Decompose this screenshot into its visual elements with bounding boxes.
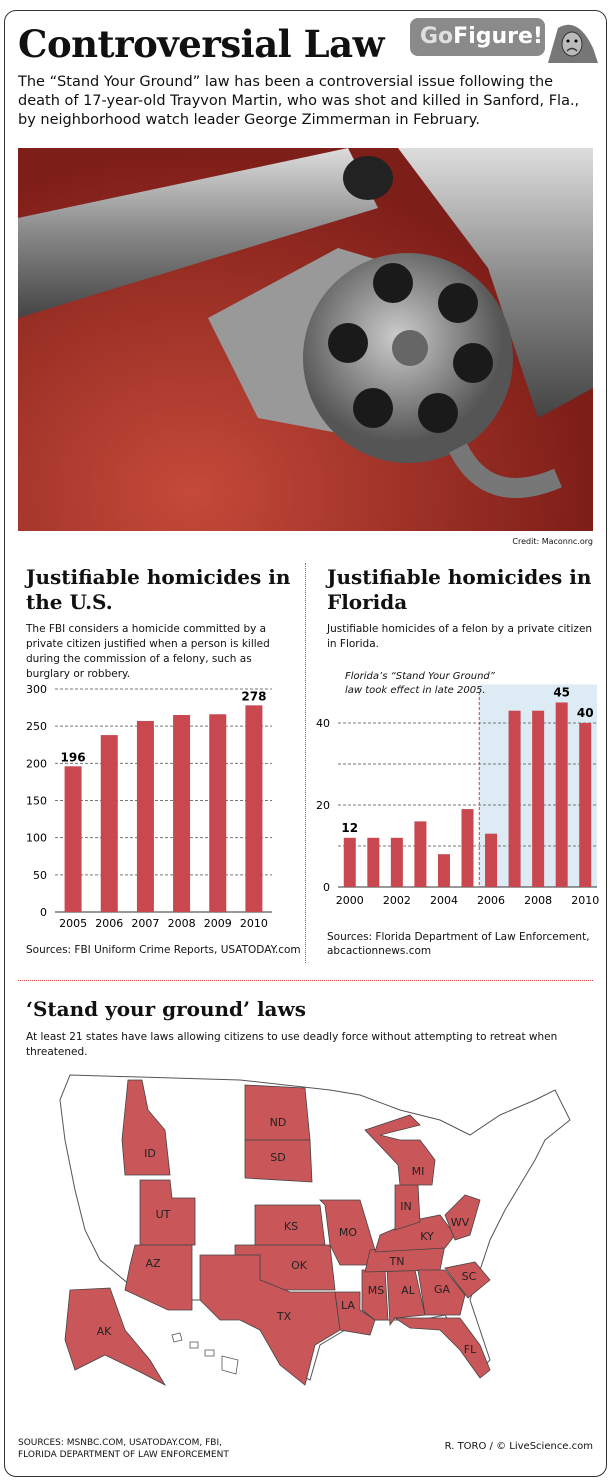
x-tick-label: 2008 (524, 894, 553, 907)
y-tick-label: 40 (316, 717, 330, 730)
state-nd (245, 1085, 310, 1140)
x-tick-label: 2004 (429, 894, 458, 907)
bar-2007 (509, 711, 521, 887)
bar-2001 (367, 838, 379, 887)
bar-2007 (137, 721, 154, 912)
fl-annotation-line1: Florida’s “Stand Your Ground” (345, 671, 495, 682)
y-tick-label: 0 (323, 881, 330, 894)
logo-figure: Figure! (453, 24, 543, 49)
data-label: 196 (60, 750, 86, 765)
state-label-in: IN (400, 1200, 412, 1213)
intro-text: The “Stand Your Ground” law has been a controversial issue following the death of 17-year-old Trayvon Martin, who was shot and killed in Sanford, Fla., by neighborhood watch leader George Zimmerman in February. (18, 74, 580, 128)
x-tick-label: 2010 (571, 894, 600, 907)
us-chart-sources: Sources: FBI Uniform Crime Reports, USATODAY.com (26, 944, 301, 956)
state-label-ak: AK (96, 1325, 112, 1338)
bar-2000 (344, 838, 356, 887)
state-label-fl: FL (463, 1343, 477, 1356)
footer-credit: R. TORO / © LiveScience.com (444, 1441, 593, 1452)
footer-sources-line1: SOURCES: MSNBC.COM, USATODAY.COM, FBI, (18, 1438, 222, 1448)
x-tick-label: 2002 (382, 894, 411, 907)
bar-2005 (65, 766, 82, 912)
x-tick-label: 2007 (131, 917, 160, 930)
fl-sources-line2: abcactionnews.com (327, 945, 432, 957)
state-label-sc: SC (461, 1270, 477, 1283)
logo-go: Go (420, 24, 454, 49)
x-tick-label: 2006 (477, 894, 506, 907)
state-label-tn: TN (389, 1255, 405, 1268)
hawaii (172, 1333, 238, 1374)
bar-2002 (391, 838, 403, 887)
bar-2009 (556, 703, 568, 888)
map-description: At least 21 states have laws allowing citizens to use deadly force without attempting to retreat when threatened. (26, 1031, 558, 1058)
fl-chart-sources (327, 930, 590, 958)
state-label-wv: WV (450, 1216, 470, 1229)
gofigure-logo (410, 18, 545, 56)
state-label-la: LA (341, 1299, 355, 1312)
x-tick-label: 2006 (95, 917, 124, 930)
revolver-illustration (18, 148, 593, 531)
revolver-photo (18, 148, 593, 531)
bar-2006 (101, 735, 118, 912)
state-label-az: AZ (145, 1257, 161, 1270)
state-label-ga: GA (433, 1283, 451, 1296)
x-tick-label: 2000 (335, 894, 364, 907)
state-label-ky: KY (420, 1230, 434, 1243)
y-tick-label: 100 (26, 831, 47, 845)
state-label-ok: OK (291, 1259, 307, 1272)
fl-chart-title: Justifiable homicides in Florida (327, 565, 592, 614)
section-divider (18, 980, 593, 981)
bar-2008 (173, 715, 190, 912)
y-tick-label: 20 (316, 799, 330, 812)
state-label-tx: TX (276, 1310, 292, 1323)
x-tick-label: 2005 (59, 917, 88, 930)
state-label-sd: SD (270, 1151, 286, 1164)
fl-annotation (345, 670, 495, 698)
data-label: 278 (241, 689, 267, 704)
footer-sources-line2: FLORIDA DEPARTMENT OF LAW ENFORCEMENT (18, 1450, 229, 1460)
mascot-icon (548, 18, 598, 63)
bar-2010 (245, 705, 262, 912)
x-tick-label: 2010 (239, 917, 268, 930)
data-label: 45 (553, 685, 571, 700)
bar-2006 (485, 834, 497, 887)
bar-2008 (532, 711, 544, 887)
us-chart-title: Justifiable homicides in the U.S. (26, 565, 291, 614)
state-label-nd: ND (269, 1116, 287, 1129)
bar-2003 (414, 821, 426, 887)
bar-2009 (209, 714, 226, 912)
x-tick-label: 2009 (203, 917, 232, 930)
state-label-ms: MS (367, 1284, 385, 1297)
us-chart-description: The FBI considers a homicide committed by a private citizen justified when a person is killed during the commission of a felony, such as burglary or robbery. (26, 623, 270, 680)
map-title: ‘Stand your ground’ laws (26, 997, 306, 1021)
fl-chart-description: Justifiable homicides of a felon by a private citizen in Florida. (327, 623, 593, 650)
data-label: 12 (341, 820, 359, 835)
bar-2005 (462, 809, 474, 887)
state-label-al: AL (401, 1284, 415, 1297)
state-label-ut: UT (155, 1208, 171, 1221)
bar-2010 (579, 723, 591, 887)
y-tick-label: 50 (33, 868, 47, 882)
bar-2004 (438, 854, 450, 887)
state-label-mi: MI (411, 1165, 425, 1178)
y-tick-label: 300 (26, 683, 47, 696)
fl-sources-line1: Sources: Florida Department of Law Enforcement, (327, 931, 590, 943)
photo-credit: Credit: Maconnc.org (512, 537, 593, 546)
state-label-id: ID (144, 1147, 156, 1160)
state-label-ks: KS (283, 1220, 299, 1233)
us-map (0, 1050, 611, 1430)
footer-sources (18, 1437, 229, 1461)
state-ak (65, 1288, 165, 1385)
us-bar-chart (0, 670, 300, 940)
page-title: Controversial Law (18, 22, 384, 66)
y-tick-label: 150 (26, 794, 47, 808)
data-label: 40 (576, 706, 594, 720)
state-label-mo: MO (338, 1226, 358, 1239)
fl-annotation-line2: law took effect in late 2005. (345, 685, 486, 696)
y-tick-label: 0 (40, 906, 47, 919)
x-tick-label: 2008 (167, 917, 196, 930)
state-az (125, 1245, 192, 1310)
y-tick-label: 200 (26, 757, 47, 771)
fl-bar-chart (305, 660, 611, 930)
y-tick-label: 250 (26, 720, 47, 734)
